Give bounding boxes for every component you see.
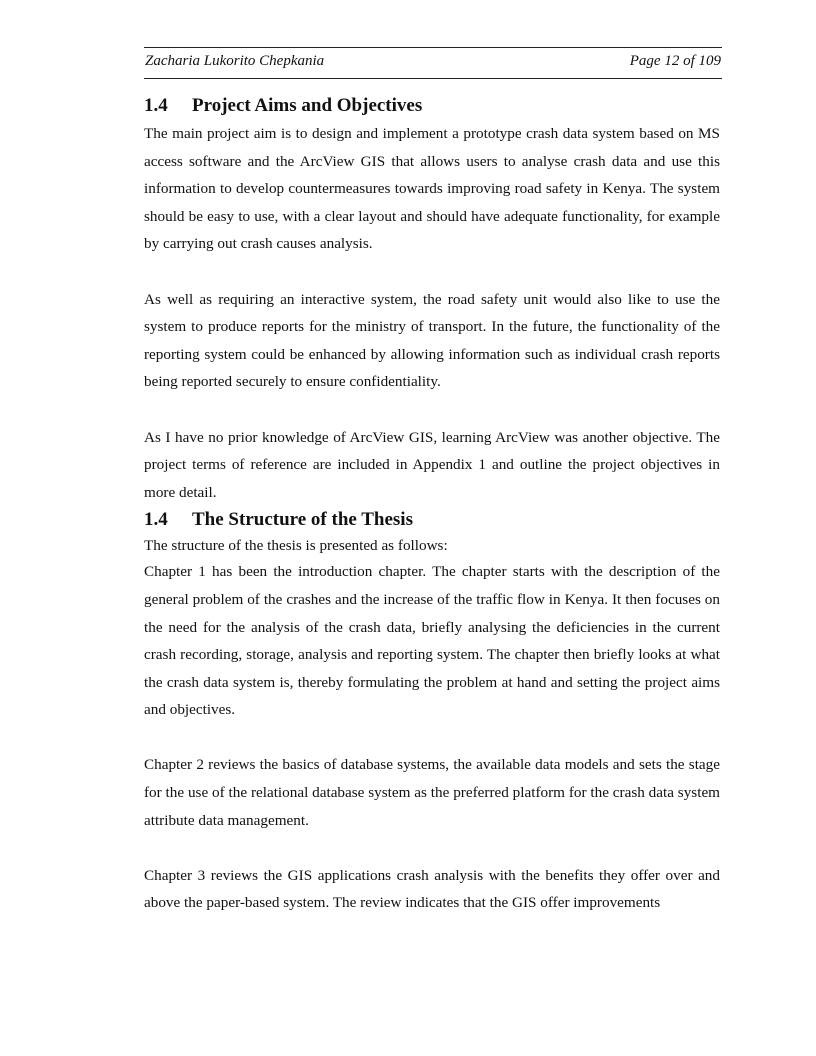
section-intro: The structure of the thesis is presented as follows: (144, 537, 448, 555)
paragraph: Chapter 2 reviews the basics of database systems, the available data models and sets the stage for the use of the relational database system as the preferred platform for the crash data system attribute data management. (144, 756, 720, 829)
paragraph: As I have no prior knowledge of ArcView GIS, learning ArcView was another objective. The project terms of reference are included in Appendix 1 and outline the project objectives in more detail. (144, 428, 720, 501)
header-author: Zacharia Lukorito Chepkania (145, 53, 325, 69)
running-header (144, 47, 722, 79)
section-heading-aims (144, 92, 720, 120)
paragraph: Chapter 1 has been the introduction chapter. The chapter starts with the description of the general problem of the crashes and the increase of the traffic flow in Kenya. It then focuses on the need for the analysis of the crash data, briefly analysing the deficiencies in the current crash recording, storage, analysis and reporting system. The chapter then briefly looks at what the crash data system is, thereby formulating the problem at hand and setting the project aims and objectives. (144, 563, 720, 719)
section-number: 1.4 (144, 509, 168, 531)
page-body (144, 92, 720, 917)
section-title: The Structure of the Thesis (192, 509, 413, 531)
paragraph: Chapter 3 reviews the GIS applications crash analysis with the benefits they offer over and above the paper-based system. The review indicates that the GIS offer improvements (144, 866, 720, 912)
section-heading-structure (144, 506, 720, 534)
paragraph: As well as requiring an interactive system, the road safety unit would also like to use the system to produce reports for the ministry of transport. In the future, the functionality of the reporting system could be enhanced by allowing information such as individual crash reports being reported securely to ensure confidentiality. (144, 290, 720, 391)
paragraph: The main project aim is to design and implement a prototype crash data system based on MS access software and the ArcView GIS that allows users to analyse crash data and use this information to develop countermeasures towards improving road safety in Kenya. The system should be easy to use, with a clear layout and should have adequate functionality, for example by carrying out crash causes analysis. (144, 125, 720, 253)
section-title: Project Aims and Objectives (192, 95, 423, 116)
section-number: 1.4 (144, 95, 168, 116)
header-page-number: Page 12 of 109 (629, 53, 721, 69)
